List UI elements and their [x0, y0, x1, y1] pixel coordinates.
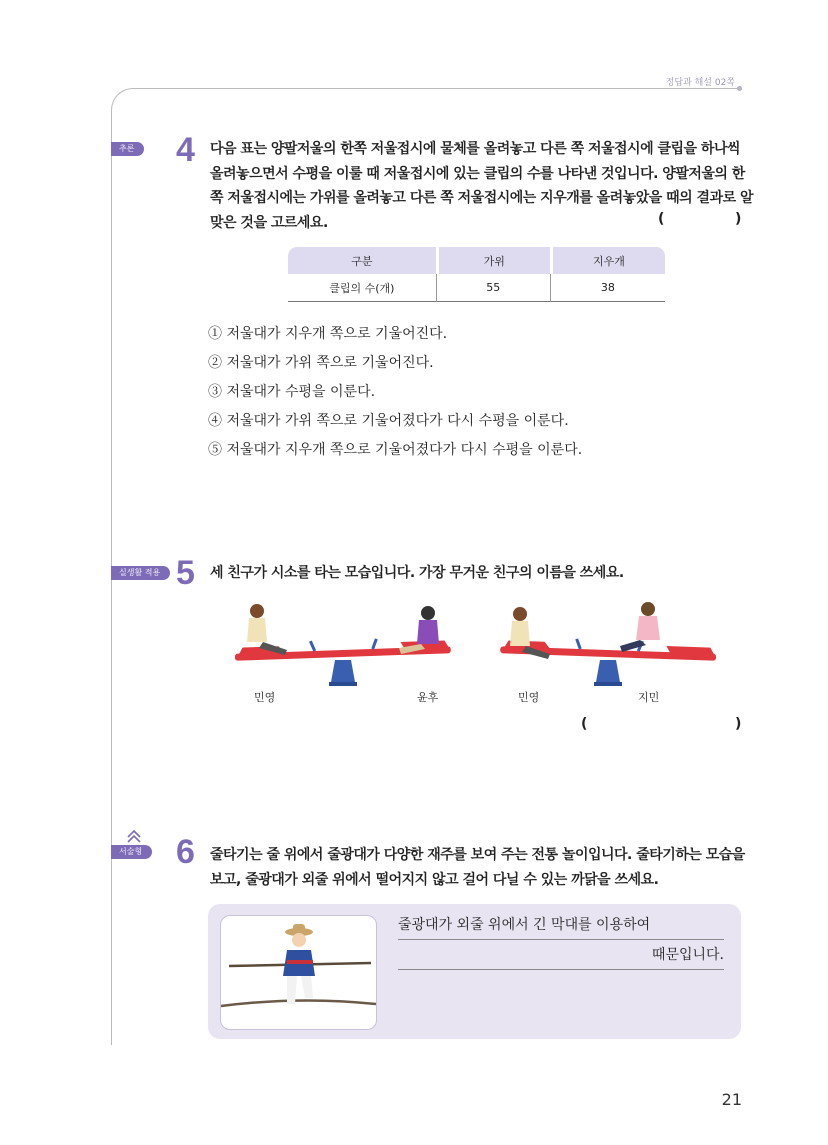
q4-options: [208, 320, 582, 465]
q4-question-text: 다음 표는 양팔저울의 한쪽 저울접시에 물체를 올려놓고 다른 쪽 저울접시에 클립을 하나씩 올려놓으면서 수평을 이룰 때 저울접시에 있는 클립의 수를 나타낸 것입니다. 양팔저울의 한쪽 저울접시에는 가위를 올려놓고 다른 쪽 저울접시에는 지우개를 올려놓았을 때의 결과로 알맞은 것을 고르세요.: [210, 141, 754, 231]
q4-answer-open: (: [658, 211, 665, 227]
q4-category-tag: 추론: [111, 142, 144, 156]
q5-category-tag: 실생활 적용: [111, 566, 170, 580]
table-cell: 클립의 수(개): [288, 274, 436, 302]
seesaw-illustration-2: [500, 598, 716, 690]
seesaw2-left-name: 민영: [518, 691, 540, 704]
table-cell: 55: [436, 274, 550, 302]
table-cell: 38: [550, 274, 665, 302]
page-number: 21: [721, 1090, 742, 1109]
q5-question-text: 세 친구가 시소를 타는 모습입니다. 가장 무거운 친구의 이름을 쓰세요.: [210, 565, 624, 581]
clip-count-table: [288, 247, 665, 302]
option-5[interactable]: ⑤ 저울대가 지우개 쪽으로 기울어졌다가 다시 수평을 이룬다.: [208, 442, 583, 458]
seesaw2-right-name: 지민: [638, 691, 660, 704]
answer-line-1: 줄광대가 외줄 위에서 긴 막대를 이용하여: [398, 912, 724, 940]
q6-question-text: 줄타기는 줄 위에서 줄광대가 다양한 재주를 보여 주는 전통 놀이입니다. 줄타기하는 모습을 보고, 줄광대가 외줄 위에서 떨어지지 않고 걸어 다닐 수 있는 까닭을 쓰세요.: [210, 847, 745, 888]
option-3[interactable]: ③ 저울대가 수평을 이룬다.: [208, 384, 376, 400]
seesaw-illustration-1: [235, 598, 451, 690]
answer-line-2: 때문입니다.: [398, 942, 724, 970]
table-header: 구분: [288, 247, 436, 274]
q6-category-tag: 서술형: [111, 845, 152, 859]
option-1[interactable]: ① 저울대가 지우개 쪽으로 기울어진다.: [208, 326, 448, 342]
chevron-up-icon: [126, 828, 142, 844]
q4-number: 4: [176, 131, 195, 169]
option-4[interactable]: ④ 저울대가 가위 쪽으로 기울어졌다가 다시 수평을 이룬다.: [208, 413, 569, 429]
q5-answer-open: (: [581, 716, 588, 732]
table-header: 지우개: [550, 247, 665, 274]
answer-reference: 정답과 해설 02쪽: [665, 78, 735, 88]
seesaw1-left-name: 민영: [254, 691, 276, 704]
q6-number: 6: [176, 833, 195, 871]
q5-answer-close: ): [735, 716, 742, 732]
seesaw1-right-name: 윤후: [417, 691, 439, 704]
q5-number: 5: [176, 554, 195, 592]
tightrope-walker-illustration: [220, 915, 377, 1030]
option-2[interactable]: ② 저울대가 가위 쪽으로 기울어진다.: [208, 355, 434, 371]
table-header: 가위: [436, 247, 550, 274]
q4-answer-close: ): [735, 211, 742, 227]
